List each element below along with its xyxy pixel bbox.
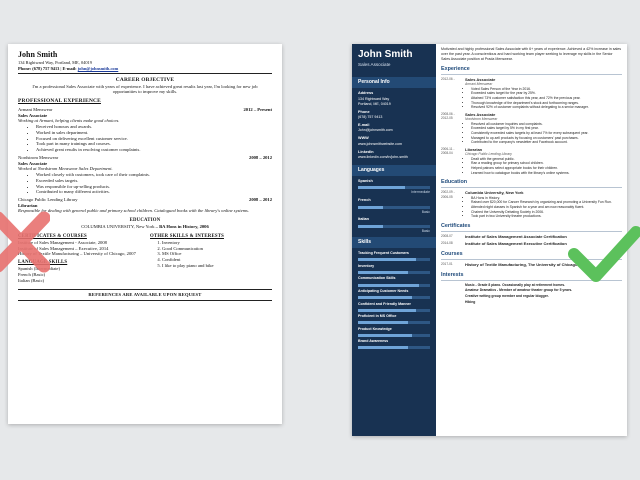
entry-dates [441, 241, 465, 246]
job-company: Nordstrom Menswear [18, 154, 59, 160]
entry-date: 2006-05 [441, 194, 453, 199]
entry-bullet: • Exceeded sales target for the year by 25%. [471, 91, 622, 96]
entry-body [465, 147, 622, 175]
entry-date: 2002-09 - [441, 190, 455, 195]
entry-bullet: • Managed to up-sell products by focusing on customers' past purchases. [471, 136, 622, 141]
entry-bullet: • Voted Sales Person of the Year in 2016. [471, 87, 622, 92]
phone-label: Phone [358, 109, 370, 114]
entry-title: Institute of Sales Management Associate Certification [465, 234, 567, 240]
entry-bullet: • Chaired the University Debating Society in 2006. [471, 210, 622, 215]
other-skills-title: OTHER SKILLS & INTERESTS [150, 233, 224, 239]
education-text [18, 224, 272, 230]
entry-organization: Chicago Public Lending Library [465, 152, 512, 157]
skill-name: Tracking Frequent Customers [358, 251, 409, 256]
objective-title: CAREER OBJECTIVE [115, 77, 175, 83]
cross-mark-icon [0, 200, 50, 284]
job-company: Chicago Public Lending Library [18, 196, 78, 202]
other-skill-item: 3. MS Office [162, 251, 272, 257]
entry-body [465, 112, 622, 145]
entry-bullets [471, 87, 622, 110]
summary-text: Motivated and highly professional Sales Associate with 6+ years of experience. Achieved a 42% increase in sales over the past year. A conscientious and hard working team player seeking to leverage my skills in the Senior Sales Associate position at Prada Menswear. [441, 47, 622, 61]
courses-title: Courses [441, 251, 622, 260]
other-skill-item: 4. Confident [162, 257, 272, 263]
job-bullet: • Worked closely with customers, took care of their complaints. [36, 172, 272, 178]
skill-name: Anticipating Customer Needs [358, 289, 409, 293]
timeline-entry [441, 112, 622, 145]
languages-title: Languages [352, 165, 436, 176]
skill-level-fill [358, 258, 416, 261]
job-bullet: • Focused on delivering excellent customer service. [36, 136, 272, 142]
interest-item: Hiking [465, 299, 476, 304]
job-entry [18, 197, 272, 214]
email-value[interactable]: John@johnsmith.com [358, 128, 393, 133]
entry-bullet: • Attained 73% customer satisfaction this year, and 72% the previous year. [471, 96, 622, 101]
job-bullet: • Achieved great results in resolving customer complaints. [36, 147, 272, 153]
entry-bullets [471, 157, 622, 175]
job-note-text: Responsible for dealing with general public and primary school children. Catalogued books with the library's online systems. [18, 208, 249, 214]
entry-dates [441, 234, 465, 239]
skill-level-fill [358, 334, 412, 337]
entry-body [465, 77, 622, 110]
skill-level-fill [358, 296, 412, 299]
entry-bullet: • Ran a reading group for primary school children. [471, 161, 622, 166]
references-note: REFERENCES ARE AVAILABLE UPON REQUEST [88, 292, 202, 298]
entry-bullets [471, 122, 622, 145]
www-label: WWW [358, 136, 369, 141]
language-name: Spanish [358, 179, 373, 184]
entry-bullet: • Resolved 92% of customer complaints without delegating to a senior manager. [471, 105, 622, 110]
entry-bullet: • Contributed to the company's newsletter and Facebook account. [471, 140, 622, 145]
entry-date: 2012-06 - [441, 76, 455, 81]
job-entry [18, 107, 272, 153]
job-bullet: • Contributed to many different activities. [36, 189, 272, 195]
entry-bullet: • Attended night classes in Spanish for a year and am now reasonably fluent. [471, 205, 622, 210]
interest-item: Music - Grade 8 piano. Occasionally play at retirement homes. [465, 282, 566, 287]
skill-level-bar [358, 271, 430, 274]
other-skill-item: 1. Inventory [162, 240, 272, 246]
job-header [18, 155, 272, 161]
objective-text: I'm a professional Sales Associate with years of experience. I have achieved great results last year, I'm looking for new job opportunities to improve my skills. [32, 83, 258, 95]
entry-bullet: • BA Hons in History. [471, 196, 622, 201]
skill-name: Brand Awareness [358, 339, 389, 344]
entry-title: Librarian [465, 146, 483, 152]
education-title: EDUCATION [129, 218, 161, 224]
resume-sidebar [352, 44, 436, 436]
entry-date: 2014-08 [441, 241, 453, 246]
entry-body [465, 190, 622, 218]
phone-value: (678) 757 9413 [358, 115, 383, 120]
email-link[interactable]: john@johnsmith.com [77, 65, 119, 71]
language-name: Italian [358, 217, 369, 222]
entry-date: 2017-01 [441, 262, 453, 267]
certificates-title: CERTIFICATES & COURSES [18, 233, 87, 239]
skill-level-bar [358, 309, 430, 312]
linkedin-value[interactable]: www.linkedin.com/in/john-smith [358, 155, 408, 160]
job-title: Sales Associate [18, 160, 48, 166]
job-bullet: • Took part in many trainings and courses. [36, 141, 272, 147]
entry-bullet: • Exceeded sales target by 5% in my first year. [471, 126, 622, 131]
language-item: Spanish (Intermediate) [18, 266, 60, 272]
language-level: Basic [421, 228, 430, 233]
job-bullet: • Received honours and awards. [36, 124, 272, 130]
job-title: Librarian [18, 202, 38, 208]
entry-title: Sales Associate [465, 111, 496, 117]
language-level-bar [358, 186, 430, 189]
entry-date: 2012-05 [441, 116, 453, 121]
experience-list [441, 77, 622, 175]
entry-bullet: • Took part in two University theatre productions. [471, 214, 622, 219]
experience-title: Experience [441, 66, 622, 75]
divider [18, 73, 272, 74]
resume-contact: Phone: (678) 757 9413 | E-mail: john@johnsmith.com [18, 65, 119, 71]
job-note [18, 208, 272, 214]
divider [18, 300, 272, 301]
job-header [18, 107, 272, 113]
www-value[interactable]: www.johnsmithwebsite.com [358, 141, 402, 146]
languages-title: LANGUAGE SKILLS [18, 260, 68, 266]
certificate-item: Institute of Sales Management – Executive, 2014 [18, 245, 109, 251]
divider [18, 289, 272, 290]
skills-title: Skills [352, 237, 436, 248]
entry-bullet: • Thorough knowledge of the department's stock and forthcoming ranges. [471, 101, 622, 106]
job-title: Sales Associate [18, 112, 48, 118]
language-level: Intermediate [411, 190, 430, 195]
resume-address: 134 Rightward Way, Portland, ME, 04019 [18, 60, 92, 65]
language-level-bar [358, 225, 430, 228]
sidebar-role: Sales Associate [358, 62, 391, 67]
experience-title: PROFESSIONAL EXPERIENCE [18, 98, 101, 105]
language-name: French [358, 198, 371, 203]
job-entry [18, 155, 272, 195]
check-mark-icon [568, 220, 640, 290]
interests-title: Interests [441, 272, 622, 281]
skill-level-bar [358, 296, 430, 299]
skill-level-bar [358, 284, 430, 287]
phone-label: Phone: [18, 65, 32, 71]
entry-date: 2008-04 [441, 151, 453, 156]
entry-bullets [471, 196, 622, 219]
sidebar-name: John Smith [358, 49, 413, 60]
address-label: Address [358, 91, 374, 96]
job-bullets [36, 124, 272, 153]
entry-title: Institute of Sales Management Executive Certification [465, 241, 567, 247]
skill-level-bar [358, 321, 430, 324]
experience-list [18, 107, 272, 214]
skill-level-bar [358, 334, 430, 337]
skill-level-bar [358, 258, 430, 261]
address-line: Portland, ME, 04019 [358, 101, 391, 106]
interest-item: Creative writing group member and regular blogger. [465, 294, 549, 298]
entry-bullet: • Consistently exceeded sales targets by at least 7% for every subsequent year. [471, 131, 622, 136]
certificate-item: Institute of Sales Management - Associate, 2008 [18, 239, 107, 245]
interest-item: Amateur Dramatics - Member of amateur theater group for 5 years. [465, 288, 573, 293]
skill-name: Inventory [358, 263, 375, 268]
entry-title: Sales Associate [465, 76, 496, 82]
skill-level-fill [358, 284, 419, 287]
job-dates: 2008 – 2012 [249, 196, 272, 202]
skill-level-bar [358, 346, 430, 349]
education-degree: – BA Hons in History, 2006 [154, 224, 209, 230]
skill-name: Proficient in MS Office [358, 314, 397, 319]
certificates-title: Certificates [441, 223, 622, 232]
entry-dates [441, 262, 465, 267]
phone-value: (678) 757 9413 [32, 65, 60, 71]
entry-title: Columbia University, New York [465, 190, 524, 196]
other-skills-list [162, 240, 272, 269]
skill-name: Communication Skills [358, 276, 396, 281]
linkedin-label: LinkedIn [358, 149, 374, 154]
certificate-item: History of Textile Manufacturing – University of Chicago, 2007 [18, 251, 136, 257]
email-label: E-mail [358, 123, 370, 128]
entry-date: 2008-07 [441, 234, 453, 239]
entry-date: 2006-11 - [441, 146, 455, 151]
personal-info [352, 91, 436, 160]
timeline-entry [441, 190, 622, 218]
language-item: French (Basic) [18, 271, 46, 277]
entry-organization: Nordstrom Menswear [465, 117, 498, 122]
other-skill-item: 2. Good Communication [162, 246, 272, 252]
job-note-text: Worked at Nordstrom Menswear Sales Department. [18, 166, 113, 172]
job-note-text: Working at Armani, helping clients make good choices. [18, 118, 120, 124]
language-level-fill [358, 225, 383, 228]
entry-title: History of Textile Manufacturing, The University of Chicago [465, 262, 578, 268]
job-dates: 2012 – Present [243, 106, 272, 112]
entry-bullet: • Raised over $20,000 for Cancer Research by organizing and promoting a University Fun Run. [471, 200, 622, 205]
job-bullet: • Was responsible for up-selling products. [36, 184, 272, 190]
timeline-entry [441, 77, 622, 110]
job-company: Armani Menswear [18, 106, 53, 112]
email-label: E-mail: [62, 65, 77, 71]
personal-info-title: Personal Info [352, 77, 436, 88]
job-header [18, 197, 272, 203]
skill-name: Product Knowledge [358, 326, 392, 331]
entry-bullet: • Learned how to catalogue books with the library's online systems. [471, 171, 622, 176]
timeline-entry [441, 147, 622, 175]
languages-list [352, 179, 436, 233]
entry-date: 2008-06 - [441, 111, 455, 116]
education-title: Education [441, 179, 622, 188]
bottom-columns [18, 234, 272, 283]
address-line: 134 Rightward Way [358, 96, 390, 101]
job-dates: 2008 – 2012 [249, 154, 272, 160]
job-bullet: • Exceeded sales targets. [36, 178, 272, 184]
other-skill-item: 5. I like to play piano and bike [162, 263, 272, 269]
education-school: COLUMBIA UNIVERSITY, New York [81, 224, 155, 230]
skill-name: Confident and Friendly Manner [358, 301, 411, 306]
skill-level-fill [358, 346, 408, 349]
education-entry [441, 190, 622, 218]
language-level-bar [358, 206, 430, 209]
entry-bullet: • Dealt with the general public. [471, 157, 622, 162]
skill-level-fill [358, 309, 416, 312]
language-level-fill [358, 186, 405, 189]
language-level: Basic [421, 209, 430, 214]
job-bullets [36, 172, 272, 195]
skills-list [352, 251, 436, 349]
entry-bullet: • Helped patrons select appropriate books for their children. [471, 166, 622, 171]
skill-level-fill [358, 271, 408, 274]
entry-organization: Armani Menswear [465, 82, 493, 87]
skill-level-fill [358, 321, 408, 324]
language-level-fill [358, 206, 383, 209]
language-item: Italian (Basic) [18, 277, 45, 283]
job-bullet: • Worked in sales department. [36, 130, 272, 136]
entry-bullet: • Resolved all customer inquiries and complaints. [471, 122, 622, 127]
resume-name: John Smith [18, 50, 58, 59]
